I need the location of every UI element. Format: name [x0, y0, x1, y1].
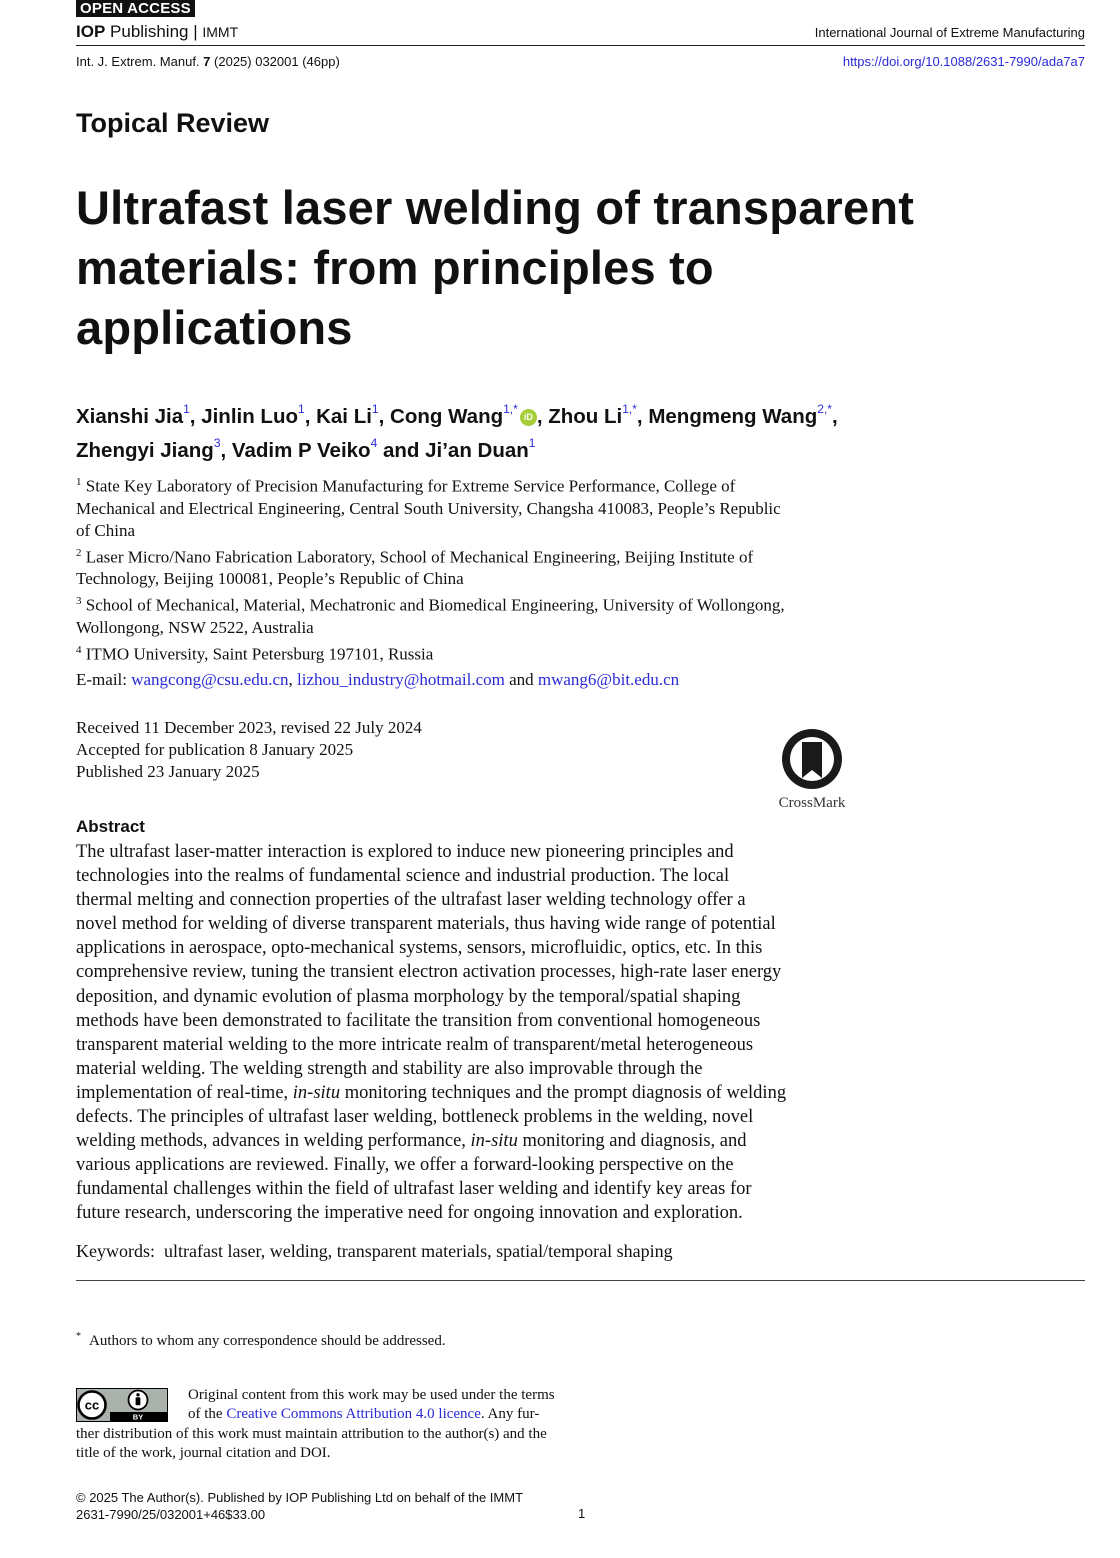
affiliation-line: Laser Micro/Nano Fabrication Laboratory, School of Mechanical Engineering, Beijing Institute of [85, 547, 754, 567]
date-accepted: Accepted for publication 8 January 2025 [76, 740, 354, 759]
license-line: of the [188, 1406, 227, 1423]
abstract-line: material welding. The welding strength and stability are also improvable through the [76, 1058, 703, 1079]
article-title [76, 178, 1036, 358]
affiliation-line: State Key Laboratory of Precision Manufacturing for Extreme Service Performance, College of [85, 476, 736, 496]
author-list: Xianshi Jia$^1$, Jinlin Luo$^1$, Kai Li$^1$, Cong Wang$^{1,*}$iD , Zhou $Li^{1,*}$, Mengmeng Wang$^{2,*}$, Zhengyi Jiang$^3$, Vadim P Veiko$^4$ and Ji’an Duan$^1$ [76, 402, 838, 462]
license-line: title of the work, journal citation and DOI. [76, 1444, 331, 1461]
license-line: ther distribution of this work must maintain attribution to the author(s) and the [76, 1425, 547, 1442]
author-affiliation-ref[interactable]: 1,* [503, 402, 518, 416]
title-line: materials: from principles to [76, 241, 714, 294]
email-link-mwang[interactable]: mwang6@bit.edu.cn [537, 670, 680, 689]
abstract-line: fundamental challenges within the field of ultrafast laser welding and identify key areas for [76, 1179, 752, 1200]
author-affiliation-ref[interactable]: 1 [528, 435, 536, 450]
abstract-italic-term: in-situ [470, 1131, 518, 1152]
keywords-list: ultrafast laser, welding, transparent materials, spatial/temporal shaping [164, 1241, 673, 1261]
correspondence-footnote [76, 1331, 446, 1350]
journal-name: International Journal of Extreme Manufacturing [814, 25, 1085, 40]
author-name: Cong Wang [390, 404, 504, 428]
date-published: Published 23 January 2025 [76, 762, 260, 781]
email-separator: , [288, 670, 293, 689]
abstract-heading: Abstract [76, 817, 145, 836]
affiliation-line: Wollongong, NSW 2522, Australia [76, 617, 314, 637]
affiliation-3 [76, 590, 856, 639]
page-number: 1 [578, 1506, 586, 1521]
by-badge-text: BY [132, 1412, 144, 1422]
author-name: Jinlin Luo [201, 404, 298, 428]
footnote-text: Authors to whom any correspondence should be addressed. [89, 1333, 446, 1349]
header-divider [76, 45, 1085, 46]
open-access-badge: OPEN ACCESS [76, 0, 195, 17]
copyright-text: © 2025 The Author(s). Published by IOP Publishing Ltd on behalf of the IMMT [76, 1490, 524, 1505]
abstract-line: transparent material welding to the more intricate realm of transparent/metal heterogeneous [76, 1034, 754, 1055]
affiliation-line: School of Mechanical, Material, Mechatronic and Biomedical Engineering, University of Wollongong, [85, 595, 785, 615]
contact-emails [76, 670, 679, 690]
author-name: Zhou Li [548, 404, 623, 428]
article-type: Topical Review [76, 108, 270, 138]
abstract-line: applications in aerospace, opto-mechanical systems, sensors, microfluidic, optics, etc. In this [76, 938, 763, 959]
abstract-line: various applications are reviewed. Finally, we offer a forward-looking perspective on the [76, 1155, 734, 1176]
abstract-line: novel method for welding of diverse transparent materials, thus having wide range of potential [76, 914, 776, 935]
title-line: Ultrafast laser welding of transparent [76, 181, 915, 234]
email-label: E-mail: [76, 670, 127, 689]
author-affiliation-ref[interactable]: 1 [371, 402, 379, 416]
author-name: Kai Li [316, 404, 372, 428]
affiliation-line: of China [76, 520, 136, 540]
abstract-line: deposition, and dynamic evolution of plasma morphology by the temporal/spatial shaping [76, 986, 741, 1007]
abstract-line: implementation of real-time, in-situ monitoring techniques and the prompt diagnosis of welding [76, 1082, 787, 1103]
issn-code: 2631-7990/25/032001+46$33.00 [76, 1507, 266, 1522]
section-divider [76, 1280, 1085, 1281]
affiliation-line: Technology, Beijing 100081, People’s Republic of China [76, 569, 464, 589]
publication-dates [76, 717, 422, 783]
crossmark-label: CrossMark [778, 795, 846, 811]
crossmark-button[interactable] [772, 728, 852, 812]
publisher-iop: IOP [76, 22, 106, 41]
affiliation-number: 1 [76, 476, 82, 488]
authors-and: and [382, 438, 420, 462]
abstract-line: thermal melting and connection properties of the ultrafast laser welding technology offer a [76, 890, 746, 911]
abstract-line: technologies into the realms of fundamental science and industrial production. The local [76, 866, 730, 887]
license-statement [76, 1386, 572, 1463]
email-and: and [509, 670, 534, 689]
publisher-separator: | [193, 22, 198, 41]
publisher-logo [76, 22, 238, 42]
citation-volume: 7 [203, 54, 211, 69]
affiliation-1 [76, 471, 856, 542]
author-affiliation-ref[interactable]: 1 [298, 402, 305, 416]
affiliation-number: 4 [76, 643, 82, 656]
license-line: Original content from this work may be used under the terms [188, 1387, 555, 1403]
email-link-lizhou[interactable]: lizhou_industry@hotmail.com [297, 670, 505, 689]
author-affiliation-ref[interactable]: 3 [213, 435, 221, 450]
author-name: Vadim P Veiko [231, 438, 371, 462]
author-name: Ji’an Duan [425, 438, 529, 462]
author-name: Xianshi Jia [76, 404, 184, 428]
affiliation-line: ITMO University, Saint Petersburg 197101, Russia [85, 644, 434, 664]
affiliation-number: 2 [76, 546, 82, 559]
doi-link[interactable]: https://doi.org/10.1088/2631-7990/ada7a7 [842, 54, 1085, 69]
title-line: applications [76, 301, 353, 354]
cc-badge-text: cc [84, 1397, 100, 1413]
date-received: Received 11 December 2023, revised 22 July 2024 [76, 718, 422, 737]
publisher-partner: IMMT [202, 24, 239, 40]
author-affiliation-ref[interactable]: 1,* [622, 402, 637, 416]
author-affiliation-ref[interactable]: 4 [370, 435, 378, 450]
abstract-body [76, 840, 848, 1226]
affiliation-4 [76, 639, 856, 666]
citation-journal: Int. J. Extrem. Manuf. [76, 54, 200, 69]
keywords-label: Keywords: [76, 1241, 155, 1261]
abstract-italic-term: in-situ [292, 1082, 341, 1103]
publisher-word: Publishing [110, 22, 189, 41]
affiliation-line: Mechanical and Electrical Engineering, Central South University, Changsha 410083, People’s Republic [76, 498, 781, 518]
citation [76, 54, 340, 69]
abstract-line: methods have been demonstrated to facilitate the transition from conventional homogeneous [76, 1010, 761, 1031]
author-affiliation-ref[interactable]: 1 [183, 402, 190, 416]
affiliation-number: 3 [76, 595, 82, 608]
crossmark-icon [781, 728, 843, 790]
copyright [76, 1489, 523, 1523]
keywords [76, 1241, 673, 1262]
email-link-wangcong[interactable]: wangcong@csu.edu.cn [131, 670, 289, 689]
cc-licence-link[interactable]: Creative Commons Attribution 4.0 licence [226, 1406, 481, 1423]
abstract-line: comprehensive review, tuning the transient electron activation processes, high-rate laser energy [76, 962, 782, 983]
abstract-line: defects. The principles of ultrafast laser welding, bottleneck problems in the welding, novel [76, 1107, 754, 1128]
affiliation-2 [76, 542, 856, 591]
abstract-line: The ultrafast laser-matter interaction is explored to induce new pioneering principles and [76, 842, 734, 862]
author-affiliation-ref[interactable]: 2,* [817, 402, 832, 416]
author-name: Zhengyi Jiang [76, 438, 214, 462]
author-name: Mengmeng Wang [648, 404, 818, 428]
orcid-icon[interactable]: iD [520, 409, 537, 426]
affiliations [76, 471, 856, 666]
footnote-mark: * [76, 1331, 81, 1342]
license-line: . Any fur- [480, 1406, 540, 1423]
citation-details: (2025) 032001 (46pp) [214, 54, 340, 69]
abstract-line: future research, underscoring the imperative need for ongoing innovation and exploration. [76, 1203, 743, 1224]
abstract-line: welding methods, advances in welding performance, in-situ monitoring and diagnosis, and [76, 1131, 747, 1152]
